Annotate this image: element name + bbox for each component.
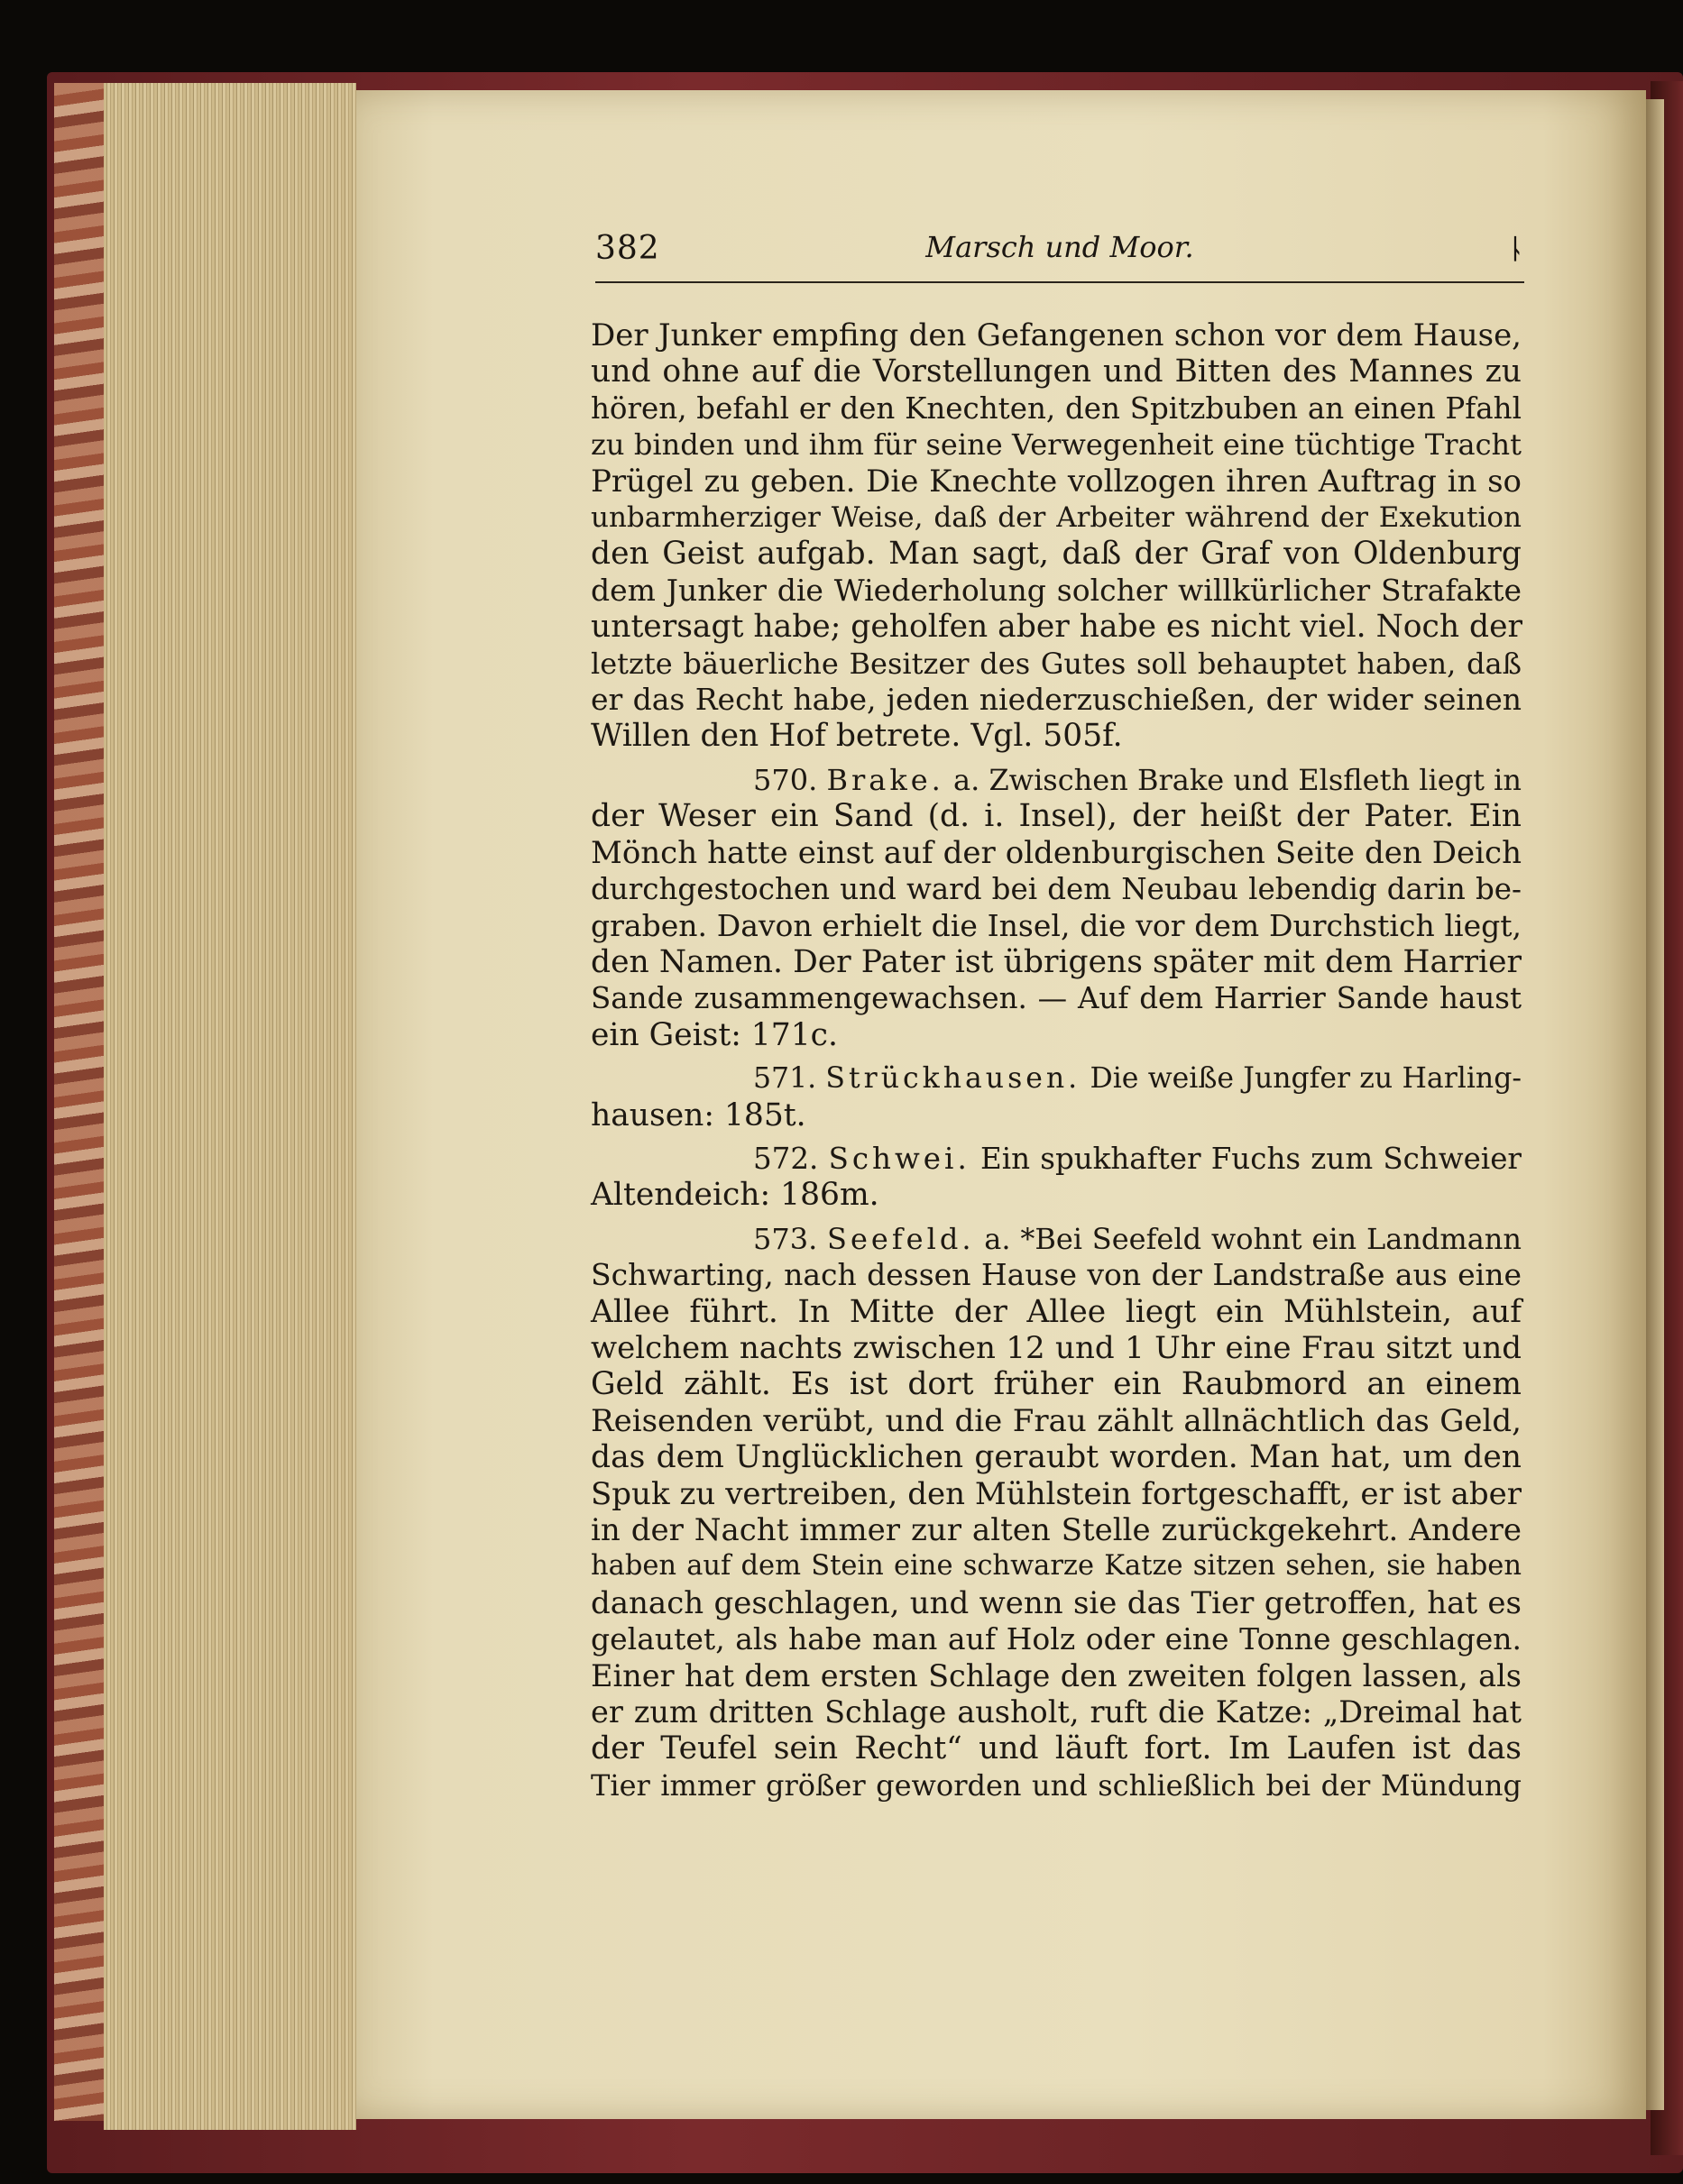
entry-571	[591, 1060, 1522, 1133]
text-line: hausen: 185t.	[591, 1097, 806, 1133]
text-line: Schwarting, nach dessen Hause von der Landstraße aus eine	[591, 1257, 1522, 1293]
text-line: und ohne auf die Vorstellungen und Bitten des Mannes zu	[591, 353, 1522, 390]
entry-570	[591, 762, 1522, 1053]
entry-first-line	[591, 1141, 1522, 1177]
text-line: durchgestochen und ward bei dem Neubau lebendig darin be-	[591, 872, 1522, 907]
entry-573	[591, 1221, 1522, 1804]
marbled-page-edge	[54, 83, 106, 2121]
paragraph-continuation	[591, 317, 1522, 755]
entry-first-line	[591, 1221, 1522, 1257]
text-line: ein Geist: 171c.	[591, 1016, 838, 1053]
entry-number: 572.	[753, 1141, 819, 1176]
text-line: Geld zählt. Es ist dort früher ein Raubmord an einem	[591, 1366, 1522, 1403]
text-line: Einer hat dem ersten Schlage den zweiten folgen lassen, als	[591, 1657, 1522, 1693]
entry-place: Brake.	[826, 762, 944, 797]
text-line: danach geschlagen, und wenn sie das Tier getroffen, hat es	[591, 1584, 1522, 1621]
entry-place: Schwei.	[828, 1141, 970, 1176]
text-line: das dem Unglücklichen geraubt worden. Man hat, um den	[591, 1439, 1522, 1476]
entry-number: 573.	[753, 1221, 818, 1256]
running-title: Marsch und Moor.	[925, 230, 1194, 264]
entry-place: Strückhausen.	[825, 1062, 1081, 1096]
text-line: den Namen. Der Pater ist übrigens später mit dem Harrier	[591, 943, 1522, 980]
text-line: Der Junker empfing den Gefangenen schon vor dem Hause,	[591, 317, 1522, 353]
header-rule	[595, 281, 1524, 283]
text-line: haben auf dem Stein eine schwarze Katze sitzen sehen, sie haben	[591, 1550, 1522, 1583]
text-line: hören, befahl er den Knechten, den Spitzbuben an einen Pfahl	[591, 390, 1522, 426]
entry-place: Seefeld.	[827, 1221, 975, 1256]
opposite-page-sliver	[1646, 99, 1664, 2110]
text-line: Altendeich: 186m.	[591, 1177, 879, 1214]
entry-first-line	[591, 1060, 1522, 1097]
entry-text: a. *Bei Seefeld wohnt ein Landmann	[984, 1221, 1522, 1256]
page-number: 382	[595, 230, 660, 267]
text-line: letzte bäuerliche Besitzer des Gutes soll behauptet haben, daß	[591, 646, 1522, 681]
text-line: Allee führt. In Mitte der Allee liegt ein Mühlstein, auf	[591, 1293, 1522, 1330]
text-line: gelautet, als habe man auf Holz oder eine Tonne geschlagen.	[591, 1621, 1522, 1657]
entry-number: 570.	[753, 762, 818, 797]
text-line: Mönch hatte einst auf der oldenburgischen Seite den Deich	[591, 834, 1522, 871]
text-line: zu binden und ihm für seine Verwegenheit eine tüchtige Tracht	[591, 427, 1522, 463]
entry-number: 571.	[753, 1062, 817, 1096]
entry-first-line	[591, 762, 1522, 798]
entry-text: Ein spukhafter Fuchs zum Schweier	[980, 1141, 1522, 1176]
header-mark: ᚿ	[1508, 234, 1524, 265]
text-line: Reisenden verübt, und die Frau zählt allnächtlich das Geld,	[591, 1402, 1522, 1439]
text-line: welchem nachts zwischen 12 und 1 Uhr eine Frau sitzt und	[591, 1329, 1522, 1366]
text-line: Sande zusammengewachsen. — Auf dem Harrier Sande haust	[591, 981, 1522, 1016]
text-line: in der Nacht immer zur alten Stelle zurückgekehrt. Andere	[591, 1512, 1522, 1548]
page-stack	[104, 83, 356, 2130]
text-line: er das Recht habe, jeden niederzuschießen, der wider seinen	[591, 682, 1522, 718]
text-line: der Weser ein Sand (d. i. Insel), der heißt der Pater. Ein	[591, 798, 1522, 835]
entry-text: Die weiße Jungfer zu Harling-	[1090, 1062, 1522, 1096]
text-line: dem Junker die Wiederholung solcher willkürlicher Strafakte	[591, 572, 1522, 608]
text-line: Spuk zu vertreiben, den Mühlstein fortgeschafft, er ist aber	[591, 1475, 1522, 1512]
text-line: Tier immer größer geworden und schließlich bei der Mündung	[591, 1767, 1522, 1803]
text-line: unbarmherziger Weise, daß der Arbeiter während der Exekution	[591, 501, 1522, 535]
text-line: graben. Davon erhielt die Insel, die vor dem Durchstich liegt,	[591, 907, 1522, 943]
text-line: untersagt habe; geholfen aber habe es nicht viel. Noch der	[591, 609, 1523, 646]
page-body	[591, 317, 1522, 1803]
text-line: Willen den Hof betrete. Vgl. 505f.	[591, 718, 1123, 755]
entry-572	[591, 1141, 1522, 1214]
text-line: er zum dritten Schlage ausholt, ruft die Katze: „Dreimal hat	[591, 1694, 1522, 1730]
entry-text: a. Zwischen Brake und Elsfleth liegt in	[953, 762, 1522, 797]
text-line: den Geist aufgab. Man sagt, daß der Graf von Oldenburg	[591, 536, 1522, 573]
text-line: der Teufel sein Recht“ und läuft fort. Im Laufen ist das	[591, 1730, 1522, 1767]
text-line: Prügel zu geben. Die Knechte vollzogen ihren Auftrag in so	[591, 463, 1522, 500]
page-header	[595, 230, 1524, 284]
